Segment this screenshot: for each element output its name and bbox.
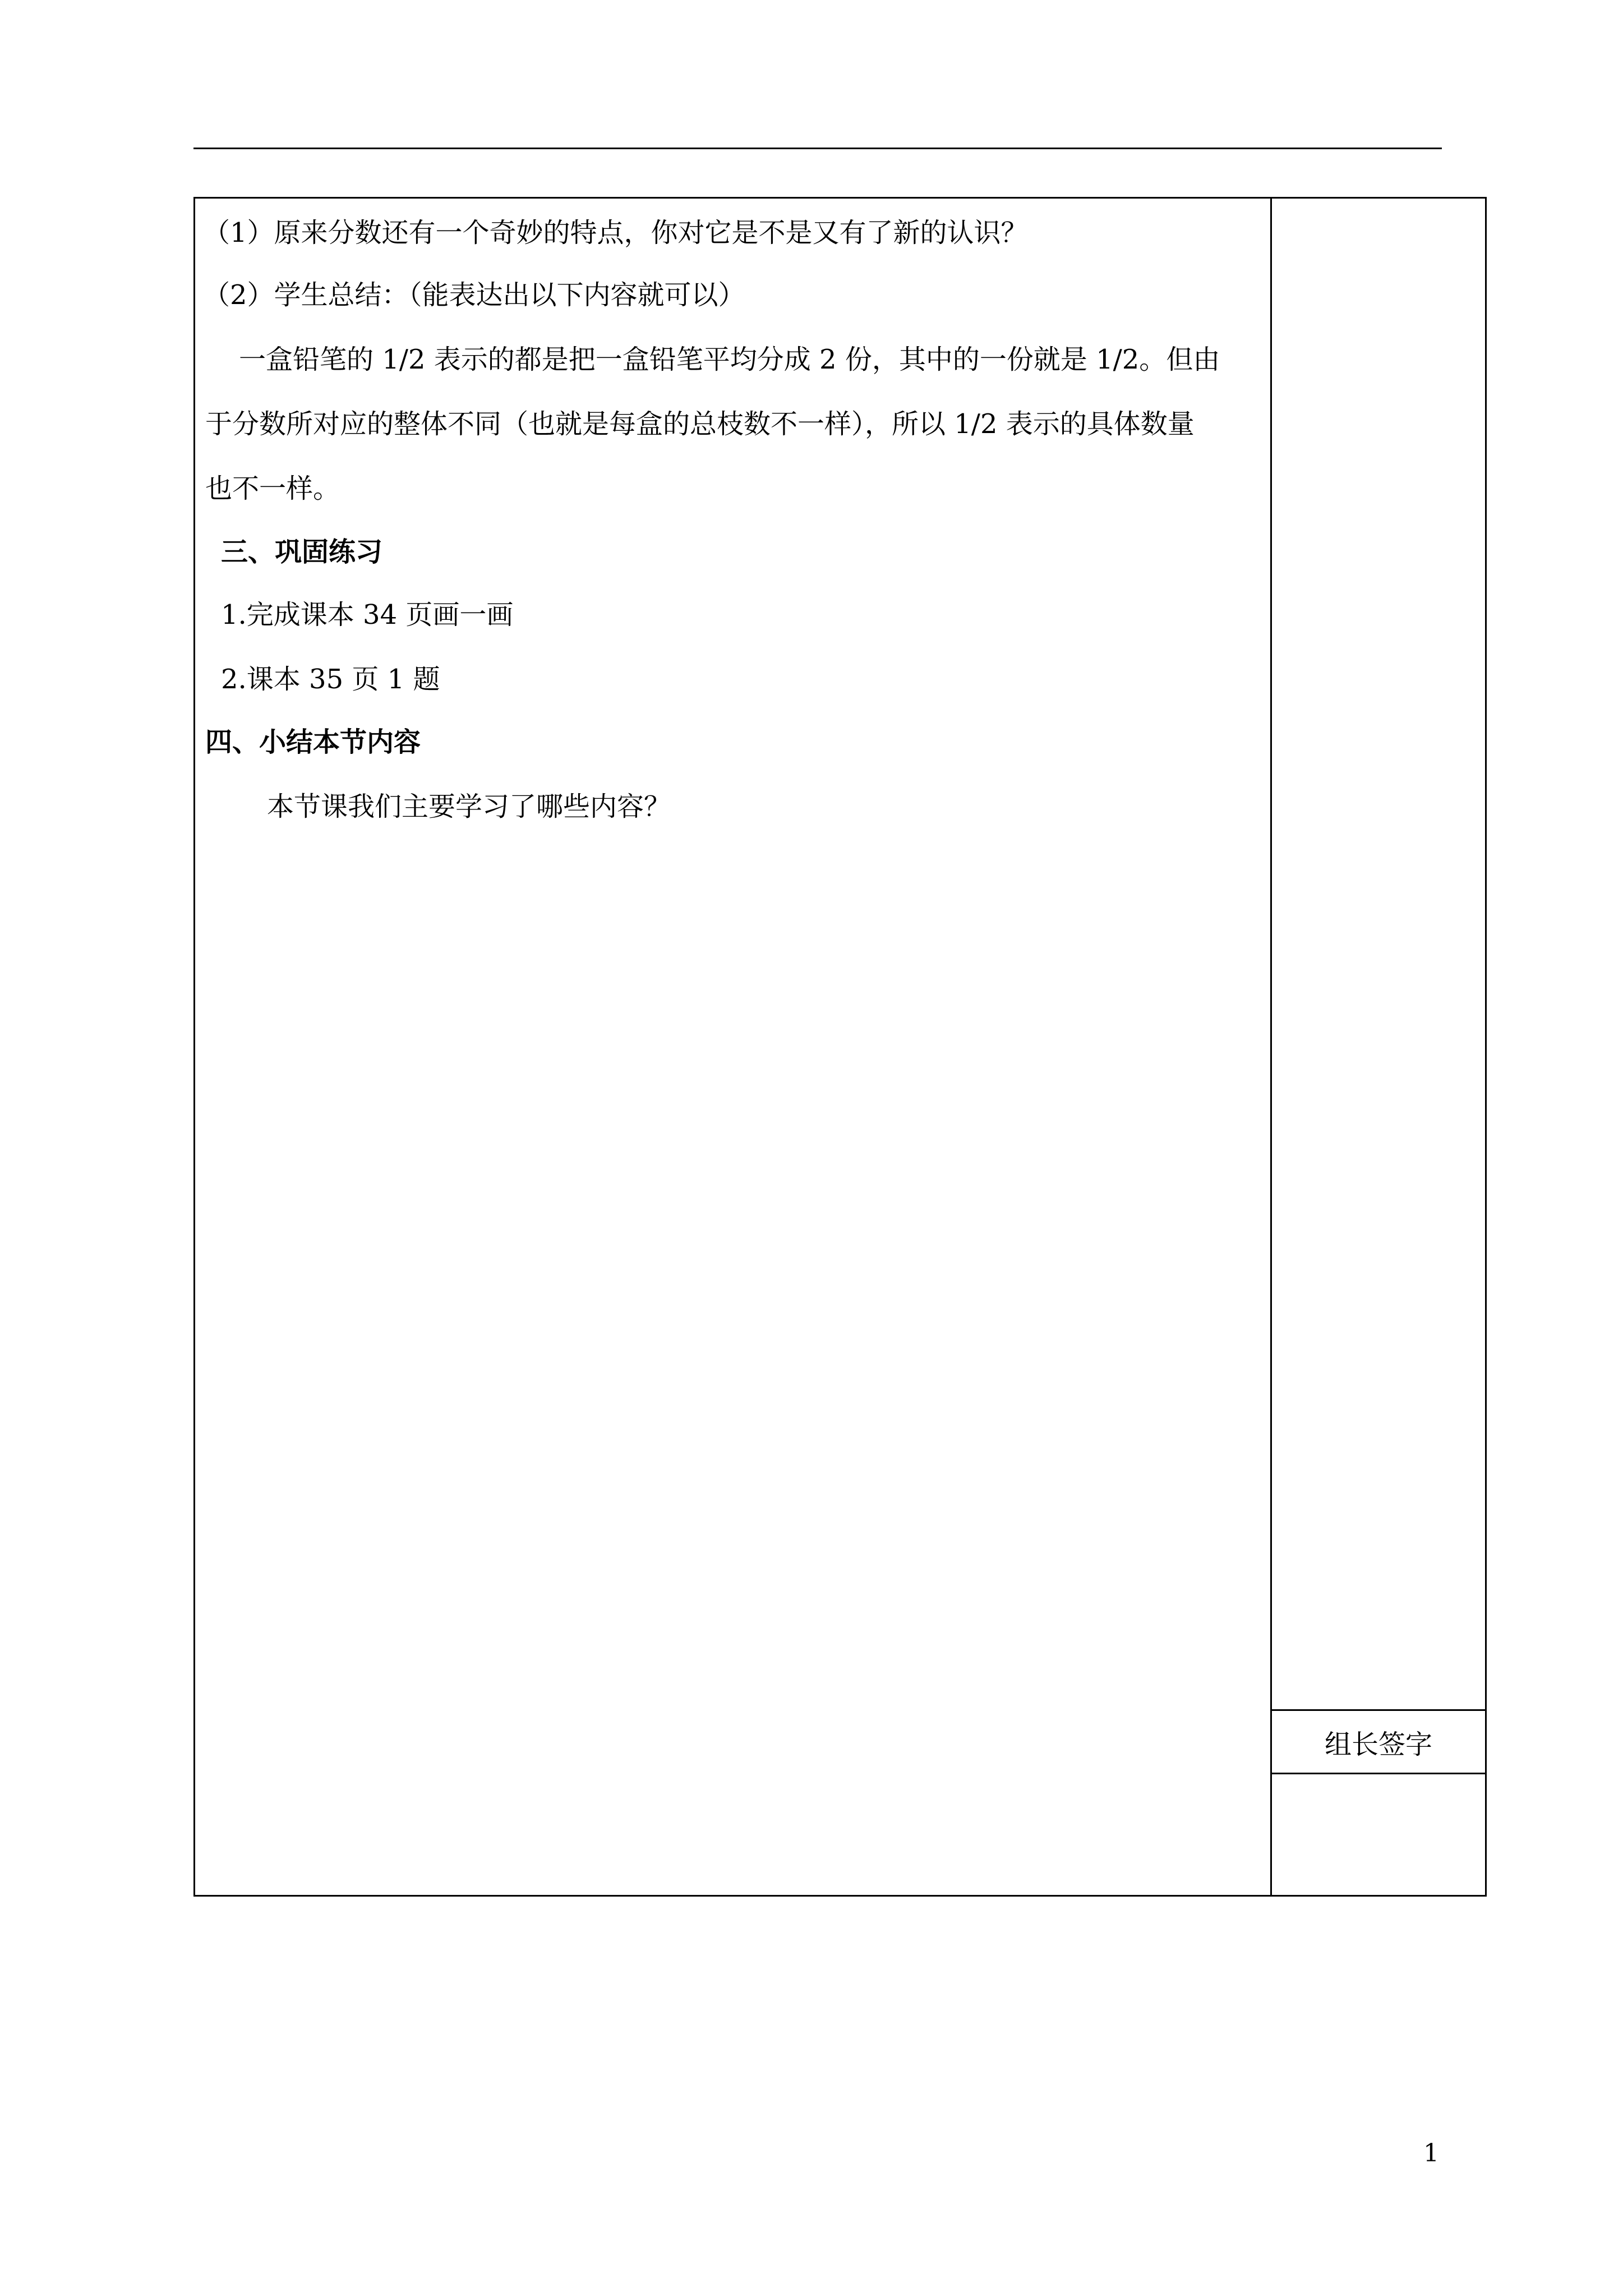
exercise-item-2: 2.课本 35 页 1 题 bbox=[221, 664, 440, 695]
exercise-item-1: 1.完成课本 34 页画一画 bbox=[221, 599, 514, 631]
summary-paragraph-line-3: 也不一样。 bbox=[205, 473, 340, 504]
student-summary-line: （2）学生总结：（能表达出以下内容就可以） bbox=[203, 279, 745, 311]
page-number: 1 bbox=[1423, 2139, 1439, 2168]
summary-question-line: （1）原来分数还有一个奇妙的特点，你对它是不是又有了新的认识？ bbox=[203, 217, 1028, 249]
side-column bbox=[1272, 199, 1485, 1895]
summary-question: 本节课我们主要学习了哪些内容？ bbox=[267, 791, 671, 822]
summary-paragraph-line-2: 于分数所对应的整体不同（也就是每盒的总枝数不一样），所以 1/2 表示的具体数量 bbox=[205, 408, 1195, 440]
section-heading-practice: 三、巩固练习 bbox=[221, 536, 383, 568]
summary-paragraph-line-1: 一盒铅笔的 1/2 表示的都是把一盒铅笔平均分成 2 份，其中的一份就是 1/2。但由 bbox=[239, 344, 1220, 375]
header-rule bbox=[193, 148, 1442, 149]
section-heading-summary: 四、小结本节内容 bbox=[205, 726, 421, 758]
group-leader-signature-label bbox=[1272, 1709, 1485, 1774]
signature-label-text: 组长签字 bbox=[1324, 1728, 1432, 1760]
lesson-content-cell bbox=[195, 199, 1272, 1895]
lesson-table bbox=[193, 197, 1487, 1897]
